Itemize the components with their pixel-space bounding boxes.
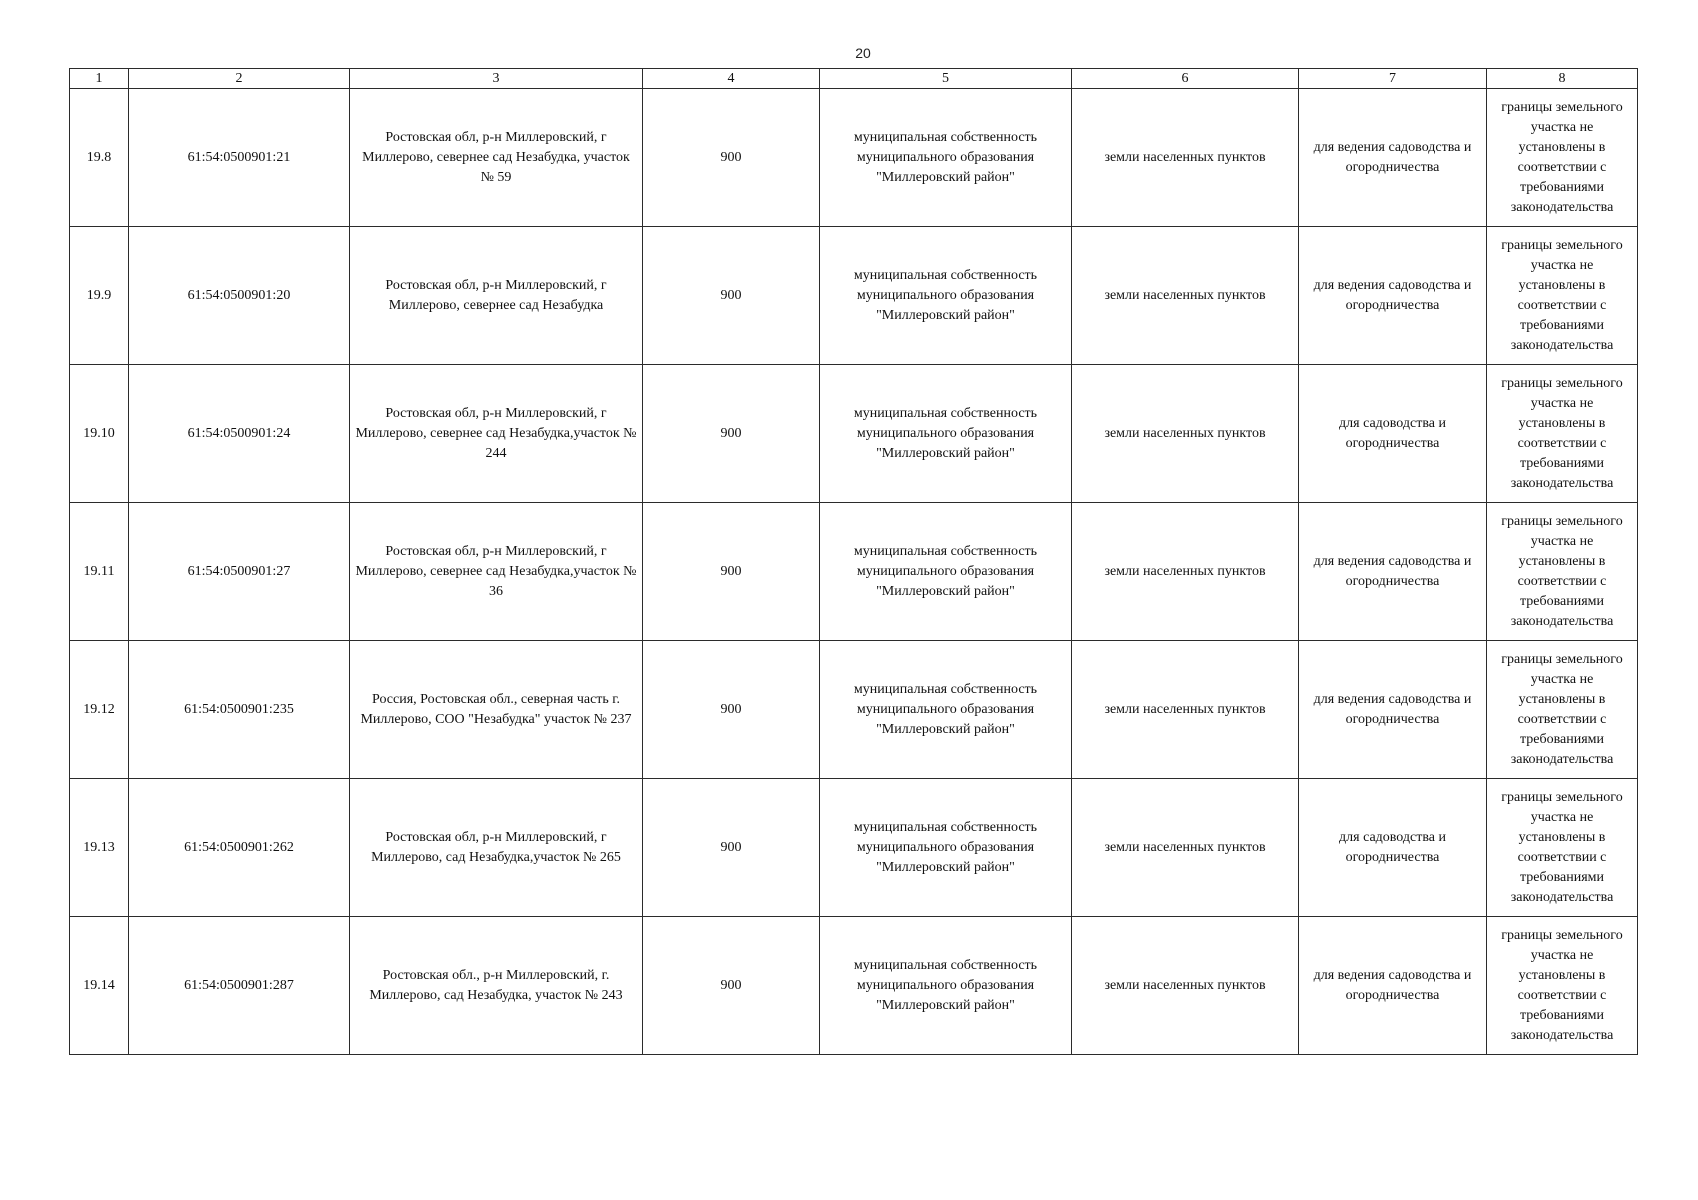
area: 900 [643,365,820,503]
borders-note: границы земельного участка не установлены в соответствии с требованиями законодательства [1487,917,1638,1055]
row-number: 19.12 [70,641,129,779]
land-category: земли населенных пунктов [1072,641,1299,779]
row-number: 19.10 [70,365,129,503]
borders-note: границы земельного участка не установлены в соответствии с требованиями законодательства [1487,641,1638,779]
area: 900 [643,779,820,917]
address: Ростовская обл., р-н Миллеровский, г. Миллерово, сад Незабудка, участок № 243 [350,917,643,1055]
permitted-use: для садоводства и огородничества [1299,779,1487,917]
borders-note: границы земельного участка не установлены в соответствии с требованиями законодательства [1487,227,1638,365]
row-number: 19.14 [70,917,129,1055]
area: 900 [643,89,820,227]
row-number: 19.11 [70,503,129,641]
borders-note: границы земельного участка не установлены в соответствии с требованиями законодательства [1487,779,1638,917]
cadastral-number: 61:54:0500901:24 [129,365,350,503]
row-number: 19.8 [70,89,129,227]
table-row [70,641,1638,779]
land-category: земли населенных пунктов [1072,365,1299,503]
ownership: муниципальная собственность муниципального образования "Миллеровский район" [820,779,1072,917]
address: Россия, Ростовская обл., северная часть г. Миллерово, СОО "Незабудка" участок № 237 [350,641,643,779]
area: 900 [643,917,820,1055]
address: Ростовская обл, р-н Миллеровский, г Миллерово, сад Незабудка,участок № 265 [350,779,643,917]
table-row [70,227,1638,365]
column-header: 6 [1072,69,1299,89]
column-header: 8 [1487,69,1638,89]
area: 900 [643,641,820,779]
land-plots-table [69,68,1638,1055]
row-number: 19.9 [70,227,129,365]
area: 900 [643,503,820,641]
column-header: 2 [129,69,350,89]
column-numbers-row [70,69,1638,89]
address: Ростовская обл, р-н Миллеровский, г Миллерово, севернее сад Незабудка [350,227,643,365]
land-category: земли населенных пунктов [1072,779,1299,917]
area: 900 [643,227,820,365]
table-row [70,917,1638,1055]
cadastral-number: 61:54:0500901:20 [129,227,350,365]
ownership: муниципальная собственность муниципального образования "Миллеровский район" [820,917,1072,1055]
row-number: 19.13 [70,779,129,917]
land-category: земли населенных пунктов [1072,503,1299,641]
land-category: земли населенных пунктов [1072,89,1299,227]
permitted-use: для ведения садоводства и огородничества [1299,917,1487,1055]
column-header: 5 [820,69,1072,89]
cadastral-number: 61:54:0500901:27 [129,503,350,641]
cadastral-number: 61:54:0500901:235 [129,641,350,779]
table-row [70,503,1638,641]
ownership: муниципальная собственность муниципального образования "Миллеровский район" [820,89,1072,227]
land-category: земли населенных пунктов [1072,917,1299,1055]
table-row [70,779,1638,917]
table-row [70,365,1638,503]
page-number: 20 [855,45,871,61]
table-row [70,89,1638,227]
address: Ростовская обл, р-н Миллеровский, г Миллерово, севернее сад Незабудка,участок № 244 [350,365,643,503]
borders-note: границы земельного участка не установлены в соответствии с требованиями законодательства [1487,365,1638,503]
column-header: 7 [1299,69,1487,89]
address: Ростовская обл, р-н Миллеровский, г Миллерово, севернее сад Незабудка,участок № 36 [350,503,643,641]
address: Ростовская обл, р-н Миллеровский, г Миллерово, севернее сад Незабудка, участок № 59 [350,89,643,227]
ownership: муниципальная собственность муниципального образования "Миллеровский район" [820,503,1072,641]
permitted-use: для ведения садоводства и огородничества [1299,503,1487,641]
cadastral-number: 61:54:0500901:287 [129,917,350,1055]
cadastral-number: 61:54:0500901:262 [129,779,350,917]
permitted-use: для ведения садоводства и огородничества [1299,227,1487,365]
ownership: муниципальная собственность муниципального образования "Миллеровский район" [820,641,1072,779]
column-header: 3 [350,69,643,89]
permitted-use: для ведения садоводства и огородничества [1299,641,1487,779]
cadastral-number: 61:54:0500901:21 [129,89,350,227]
land-category: земли населенных пунктов [1072,227,1299,365]
ownership: муниципальная собственность муниципального образования "Миллеровский район" [820,365,1072,503]
ownership: муниципальная собственность муниципального образования "Миллеровский район" [820,227,1072,365]
column-header: 4 [643,69,820,89]
column-header: 1 [70,69,129,89]
borders-note: границы земельного участка не установлены в соответствии с требованиями законодательства [1487,503,1638,641]
permitted-use: для ведения садоводства и огородничества [1299,89,1487,227]
borders-note: границы земельного участка не установлены в соответствии с требованиями законодательства [1487,89,1638,227]
permitted-use: для садоводства и огородничества [1299,365,1487,503]
